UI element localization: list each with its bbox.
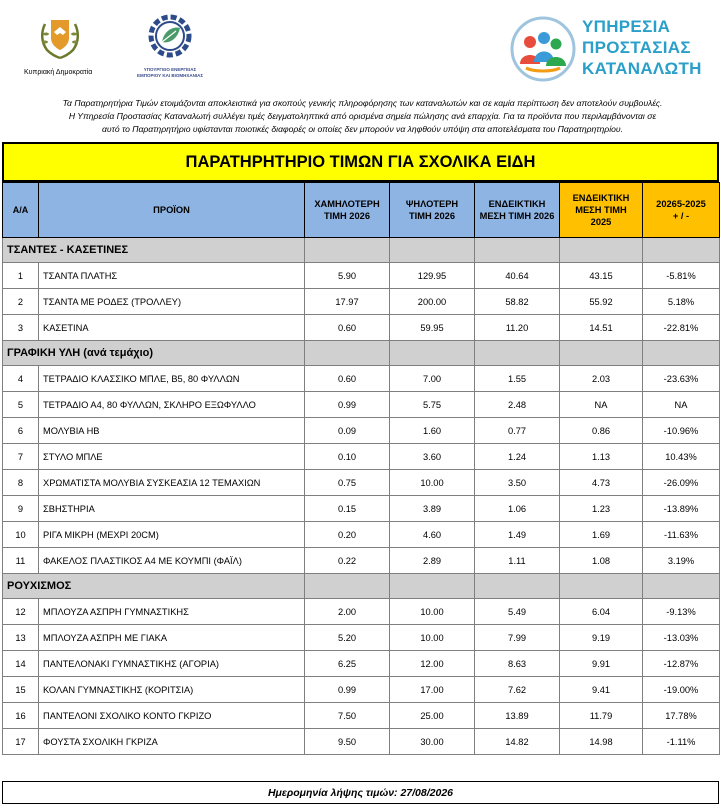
cell-max-price: 12.00 [390, 651, 475, 677]
section-empty-cell [305, 341, 390, 366]
cell-min-price: 9.50 [305, 729, 390, 755]
people-group-icon [508, 14, 578, 84]
cell-avg-2026: 0.77 [475, 418, 560, 444]
col-header-avg2026: ΕΝΔΕΙΚΤΙΚΗ ΜΕΣΗ ΤΙΜΗ 2026 [475, 183, 560, 238]
cell-min-price: 0.60 [305, 366, 390, 392]
cell-avg-2026: 1.06 [475, 496, 560, 522]
page-title: ΠΑΡΑΤΗΡΗΤΗΡΙΟ ΤΙΜΩΝ ΓΙΑ ΣΧΟΛΙΚΑ ΕΙΔΗ [2, 142, 719, 182]
cell-min-price: 0.75 [305, 470, 390, 496]
cell-avg-2025: 14.98 [560, 729, 643, 755]
table-row [3, 729, 720, 755]
cell-avg-2025: 1.08 [560, 548, 643, 574]
cell-max-price: 59.95 [390, 315, 475, 341]
cell-product: ΦΑΚΕΛΟΣ ΠΛΑΣΤΙΚΟΣ Α4 ΜΕ ΚΟΥΜΠΙ (ΦΑΪΛ) [39, 548, 305, 574]
cell-aa: 10 [3, 522, 39, 548]
section-empty-cell [305, 574, 390, 599]
cell-avg-2026: 3.50 [475, 470, 560, 496]
cell-avg-2025: 1.69 [560, 522, 643, 548]
section-empty-cell [475, 341, 560, 366]
cell-product: ΡΙΓΑ ΜΙΚΡΗ (ΜΕΧΡΙ 20CM) [39, 522, 305, 548]
cell-aa: 14 [3, 651, 39, 677]
cell-aa: 15 [3, 677, 39, 703]
table-row [3, 522, 720, 548]
section-title: ΤΣΑΝΤΕΣ - ΚΑΣΕΤΙΝΕΣ [3, 238, 305, 263]
cell-min-price: 6.25 [305, 651, 390, 677]
cell-avg-2026: 7.62 [475, 677, 560, 703]
cell-max-price: 30.00 [390, 729, 475, 755]
table-row [3, 496, 720, 522]
cell-aa: 17 [3, 729, 39, 755]
cell-product: ΜΠΛΟΥΖΑ ΑΣΠΡΗ ΓΥΜΝΑΣΤΙΚΗΣ [39, 599, 305, 625]
table-row [3, 366, 720, 392]
section-empty-cell [475, 238, 560, 263]
disclaimer-line-1: Τα Παρατηρητήρια Τιμών ετοιμάζονται αποκλειστικά για σκοπούς γενικής πληροφόρησης των καταναλωτών και σε καμία περίπτωση δεν αποτελούν συμβουλές. [62, 98, 663, 108]
cell-change: -10.96% [643, 418, 720, 444]
cell-min-price: 0.60 [305, 315, 390, 341]
col-header-avg2025: ΕΝΔΕΙΚΤΙΚΗ ΜΕΣΗ ΤΙΜΗ 2025 [560, 183, 643, 238]
page-header [0, 0, 725, 95]
cell-product: ΜΟΛΥΒΙΑ ΗΒ [39, 418, 305, 444]
section-title: ΡΟΥΧΙΣΜΟΣ [3, 574, 305, 599]
cell-avg-2026: 2.48 [475, 392, 560, 418]
cell-avg-2026: 1.24 [475, 444, 560, 470]
cell-min-price: 17.97 [305, 289, 390, 315]
service-line-2: ΠΡΟΣΤΑΣΙΑΣ [582, 38, 691, 57]
col-header-change [643, 183, 720, 238]
cell-max-price: 10.00 [390, 470, 475, 496]
cell-avg-2025: 9.91 [560, 651, 643, 677]
table-row [3, 392, 720, 418]
cell-aa: 4 [3, 366, 39, 392]
disclaimer-line-2: Η Υπηρεσία Προστασίας Καταναλωτή συλλέγει τιμές δειγματοληπτικά από ορισμένα σημεία πώλησης ανά επαρχία. Για τα προϊόντα που περιλαμβάνονται σε [68, 111, 657, 121]
section-empty-cell [305, 238, 390, 263]
ministry-caption-1: ΥΠΟΥΡΓΕΙΟ ΕΝΕΡΓΕΙΑΣ [143, 67, 197, 72]
cyprus-emblem-icon [37, 12, 83, 60]
cell-avg-2025: 14.51 [560, 315, 643, 341]
section-empty-cell [643, 238, 720, 263]
cell-min-price: 0.10 [305, 444, 390, 470]
cell-change: 3.19% [643, 548, 720, 574]
table-row [3, 470, 720, 496]
cell-min-price: 0.99 [305, 392, 390, 418]
cell-change: -19.00% [643, 677, 720, 703]
cell-max-price: 25.00 [390, 703, 475, 729]
table-row [3, 444, 720, 470]
cell-change: ΝΑ [643, 392, 720, 418]
disclaimer-line-3: αυτό το Παρατηρητήριο υφίστανται ποιοτικές διαφορές οι οποίες δεν μπορούν να ληφθούν υπόψη στα αποτελέσματα του Παρατηρητηρίου. [101, 124, 623, 134]
col-header-max: ΨΗΛΟΤΕΡΗ ΤΙΜΗ 2026 [390, 183, 475, 238]
cell-aa: 3 [3, 315, 39, 341]
cell-avg-2025: 0.86 [560, 418, 643, 444]
col-header-change-line2: + / - [672, 211, 690, 221]
cell-avg-2026: 5.49 [475, 599, 560, 625]
cell-max-price: 3.60 [390, 444, 475, 470]
cell-change: -9.13% [643, 599, 720, 625]
cell-product: ΚΟΛΑΝ ΓΥΜΝΑΣΤΙΚΗΣ (ΚΟΡΙΤΣΙΑ) [39, 677, 305, 703]
cell-avg-2026: 7.99 [475, 625, 560, 651]
cell-avg-2025: 9.19 [560, 625, 643, 651]
cell-aa: 13 [3, 625, 39, 651]
table-row [3, 548, 720, 574]
table-header-row [3, 183, 720, 238]
cell-change: 10.43% [643, 444, 720, 470]
cell-avg-2026: 8.63 [475, 651, 560, 677]
cell-avg-2026: 1.49 [475, 522, 560, 548]
cell-aa: 9 [3, 496, 39, 522]
cell-product: ΦΟΥΣΤΑ ΣΧΟΛΙΚΗ ΓΚΡΙΖΑ [39, 729, 305, 755]
section-empty-cell [643, 341, 720, 366]
cell-product: ΤΣΑΝΤΑ ΜΕ ΡΟΔΕΣ (ΤΡΟΛΛΕΥ) [39, 289, 305, 315]
cell-min-price: 0.09 [305, 418, 390, 444]
cell-max-price: 10.00 [390, 625, 475, 651]
cell-product: ΠΑΝΤΕΛΟΝΙ ΣΧΟΛΙΚΟ ΚΟΝΤΟ ΓΚΡΙΖΟ [39, 703, 305, 729]
cell-max-price: 2.89 [390, 548, 475, 574]
cell-change: -13.89% [643, 496, 720, 522]
table-row [3, 289, 720, 315]
cell-change: 5.18% [643, 289, 720, 315]
cell-max-price: 17.00 [390, 677, 475, 703]
cell-product: ΣΒΗΣΤΗΡΙΑ [39, 496, 305, 522]
table-row [3, 599, 720, 625]
table-row [3, 418, 720, 444]
cell-change: 17.78% [643, 703, 720, 729]
cell-aa: 1 [3, 263, 39, 289]
date-footer: Ημερομηνία λήψης τιμών: 27/08/2026 [2, 781, 719, 804]
cell-aa: 8 [3, 470, 39, 496]
cell-change: -1.11% [643, 729, 720, 755]
cell-product: ΤΕΤΡΑΔΙΟ ΚΛΑΣΣΙΚΟ ΜΠΛΕ, Β5, 80 ΦΥΛΛΩΝ [39, 366, 305, 392]
cell-aa: 16 [3, 703, 39, 729]
cell-min-price: 0.20 [305, 522, 390, 548]
cell-aa: 2 [3, 289, 39, 315]
service-line-3: ΚΑΤΑΝΑΛΩΤΗ [582, 59, 702, 78]
cell-avg-2026: 40.64 [475, 263, 560, 289]
cell-avg-2025: 6.04 [560, 599, 643, 625]
cell-avg-2026: 11.20 [475, 315, 560, 341]
cell-avg-2026: 14.82 [475, 729, 560, 755]
cell-avg-2026: 1.11 [475, 548, 560, 574]
cell-avg-2025: ΝΑ [560, 392, 643, 418]
price-table [2, 182, 720, 755]
cell-aa: 12 [3, 599, 39, 625]
col-header-product: ΠΡΟΪΟΝ [39, 183, 305, 238]
disclaimer [0, 97, 725, 136]
cell-max-price: 7.00 [390, 366, 475, 392]
ministry-logo [128, 12, 212, 79]
table-row [3, 651, 720, 677]
cell-change: -11.63% [643, 522, 720, 548]
section-row [3, 341, 720, 366]
cell-product: ΣΤΥΛΟ ΜΠΛΕ [39, 444, 305, 470]
cyprus-logo [24, 12, 93, 76]
cell-avg-2026: 13.89 [475, 703, 560, 729]
cell-min-price: 0.99 [305, 677, 390, 703]
section-empty-cell [560, 238, 643, 263]
cell-max-price: 4.60 [390, 522, 475, 548]
cell-product: ΤΕΤΡΑΔΙΟ Α4, 80 ΦΥΛΛΩΝ, ΣΚΛΗΡΟ ΕΞΩΦΥΛΛΟ [39, 392, 305, 418]
section-empty-cell [390, 238, 475, 263]
cell-avg-2025: 11.79 [560, 703, 643, 729]
section-empty-cell [390, 341, 475, 366]
cell-min-price: 5.20 [305, 625, 390, 651]
cell-change: -22.81% [643, 315, 720, 341]
cell-product: ΧΡΩΜΑΤΙΣΤΑ ΜΟΛΥΒΙΑ ΣΥΣΚΕΑΣΙΑ 12 ΤΕΜΑΧΙΩΝ [39, 470, 305, 496]
section-empty-cell [390, 574, 475, 599]
table-row [3, 703, 720, 729]
cell-avg-2025: 55.92 [560, 289, 643, 315]
cell-avg-2025: 1.13 [560, 444, 643, 470]
cell-avg-2025: 43.15 [560, 263, 643, 289]
col-header-aa: Α/Α [3, 183, 39, 238]
cell-min-price: 0.22 [305, 548, 390, 574]
cell-aa: 5 [3, 392, 39, 418]
cell-avg-2026: 58.82 [475, 289, 560, 315]
price-table-container [2, 142, 719, 755]
section-title: ΓΡΑΦΙΚΗ ΥΛΗ (ανά τεμάχιο) [3, 341, 305, 366]
table-row [3, 263, 720, 289]
ministry-caption-2: ΕΜΠΟΡΙΟΥ ΚΑΙ ΒΙΟΜΗΧΑΝΙΑΣ [136, 73, 204, 78]
table-row [3, 677, 720, 703]
cell-avg-2025: 9.41 [560, 677, 643, 703]
cyprus-caption: Κυπριακή Δημοκρατία [24, 69, 93, 76]
section-row [3, 574, 720, 599]
cell-product: ΠΑΝΤΕΛΟΝΑΚΙ ΓΥΜΝΑΣΤΙΚΗΣ (ΑΓΟΡΙΑ) [39, 651, 305, 677]
cell-product: ΤΣΑΝΤΑ ΠΛΑΤΗΣ [39, 263, 305, 289]
cell-min-price: 0.15 [305, 496, 390, 522]
cell-min-price: 2.00 [305, 599, 390, 625]
cell-change: -13.03% [643, 625, 720, 651]
cell-aa: 11 [3, 548, 39, 574]
cell-avg-2025: 1.23 [560, 496, 643, 522]
cell-max-price: 10.00 [390, 599, 475, 625]
section-empty-cell [475, 574, 560, 599]
cell-product: ΚΑΣΕΤΙΝΑ [39, 315, 305, 341]
cell-max-price: 1.60 [390, 418, 475, 444]
cell-change: -23.63% [643, 366, 720, 392]
cell-min-price: 7.50 [305, 703, 390, 729]
section-empty-cell [643, 574, 720, 599]
section-row [3, 238, 720, 263]
cell-max-price: 5.75 [390, 392, 475, 418]
service-title [582, 16, 702, 79]
cell-product: ΜΠΛΟΥΖΑ ΑΣΠΡΗ ΜΕ ΓΙΑΚΑ [39, 625, 305, 651]
cell-avg-2025: 4.73 [560, 470, 643, 496]
cell-max-price: 200.00 [390, 289, 475, 315]
cell-change: -5.81% [643, 263, 720, 289]
cell-avg-2026: 1.55 [475, 366, 560, 392]
consumer-protection-logo [508, 14, 702, 84]
cell-aa: 7 [3, 444, 39, 470]
col-header-change-line1: 20265-2025 [656, 199, 706, 209]
cell-max-price: 3.89 [390, 496, 475, 522]
service-line-1: ΥΠΗΡΕΣΙΑ [582, 17, 671, 36]
cell-min-price: 5.90 [305, 263, 390, 289]
table-row [3, 315, 720, 341]
section-empty-cell [560, 574, 643, 599]
cell-avg-2025: 2.03 [560, 366, 643, 392]
cell-max-price: 129.95 [390, 263, 475, 289]
cell-aa: 6 [3, 418, 39, 444]
cell-change: -12.87% [643, 651, 720, 677]
cell-change: -26.09% [643, 470, 720, 496]
gear-leaf-icon [146, 12, 194, 60]
table-row [3, 625, 720, 651]
table-body [3, 238, 720, 755]
section-empty-cell [560, 341, 643, 366]
col-header-min: ΧΑΜΗΛΟΤΕΡΗ ΤΙΜΗ 2026 [305, 183, 390, 238]
